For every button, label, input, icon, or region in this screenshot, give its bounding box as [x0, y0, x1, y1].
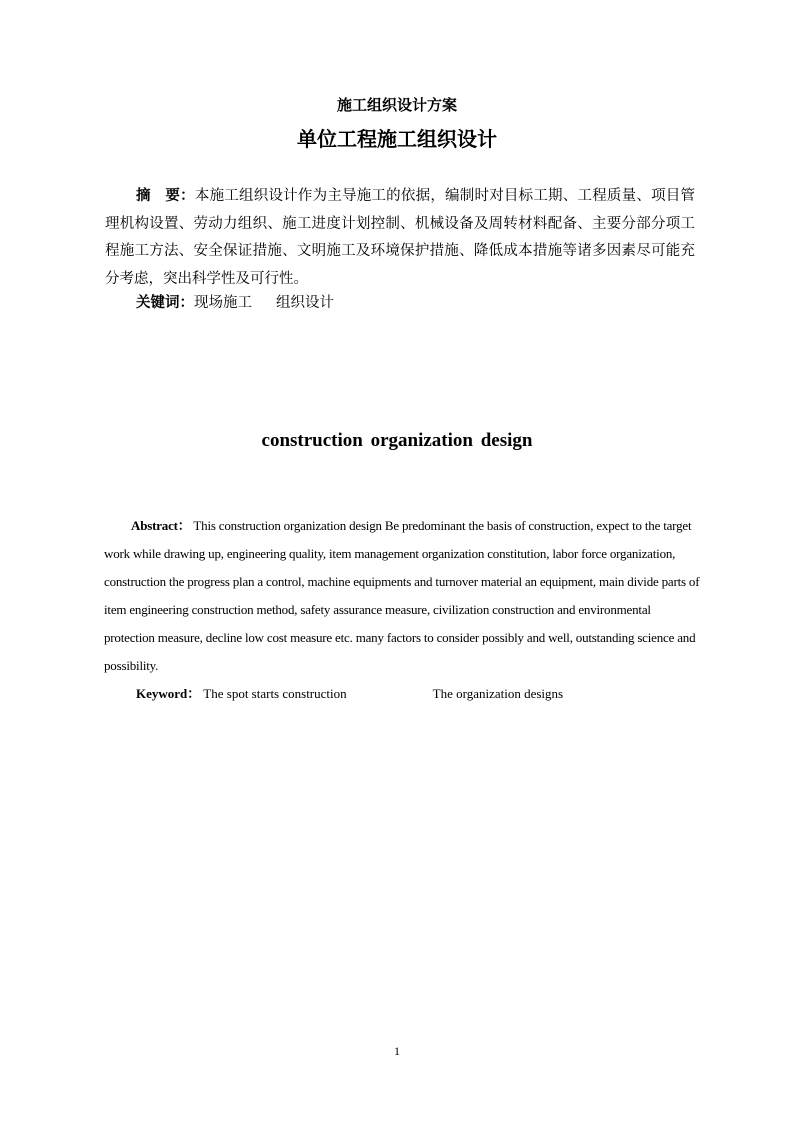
english-keyword: The organization designs [432, 686, 564, 701]
english-keyword: The spot starts construction [203, 686, 347, 701]
english-keywords-label: Keyword： [136, 686, 201, 701]
page-number: 1 [394, 1044, 400, 1058]
chinese-abstract-label: 摘 要： [136, 188, 195, 204]
chinese-abstract-text: 本施工组织设计作为主导施工的依据，编制时对目标工期、工程质量、项目管理机构设置、劳动力组织、施工进度计划控制、机械设备及周转材料配备、主要分部分项工程施工方法、安全保证措施、文明施工及环境保护措施、降低成本措施等诸多因素尽可能充分考虑，突出科学性及可行性。 [105, 188, 696, 287]
document-subtitle: 施工组织设计方案 [336, 96, 457, 114]
chinese-keywords [136, 290, 334, 317]
chinese-abstract [105, 183, 695, 293]
english-keywords [136, 681, 563, 707]
chinese-keyword: 组织设计 [276, 295, 334, 311]
english-abstract-text: This construction organization design Be predominant the basis of construction, expect to the target work while drawing up, engineering quality, item management organization constitution, labor force organization, construction the progress plan a control, machine equipments and turnover material an equipment, main divide parts of item engineering construction method, safety assurance measure, civilization construction and environmental protection measure, decline low cost measure etc. many factors to consider possibly and well, outstanding science and possibility. [104, 518, 700, 673]
english-title: construction organization design [261, 430, 533, 451]
chinese-keyword: 现场施工 [194, 295, 252, 311]
document-title: 单位工程施工组织设计 [297, 127, 497, 151]
chinese-keywords-label: 关键词： [136, 295, 194, 311]
english-abstract [104, 512, 700, 680]
english-abstract-label: Abstract： [131, 518, 191, 533]
